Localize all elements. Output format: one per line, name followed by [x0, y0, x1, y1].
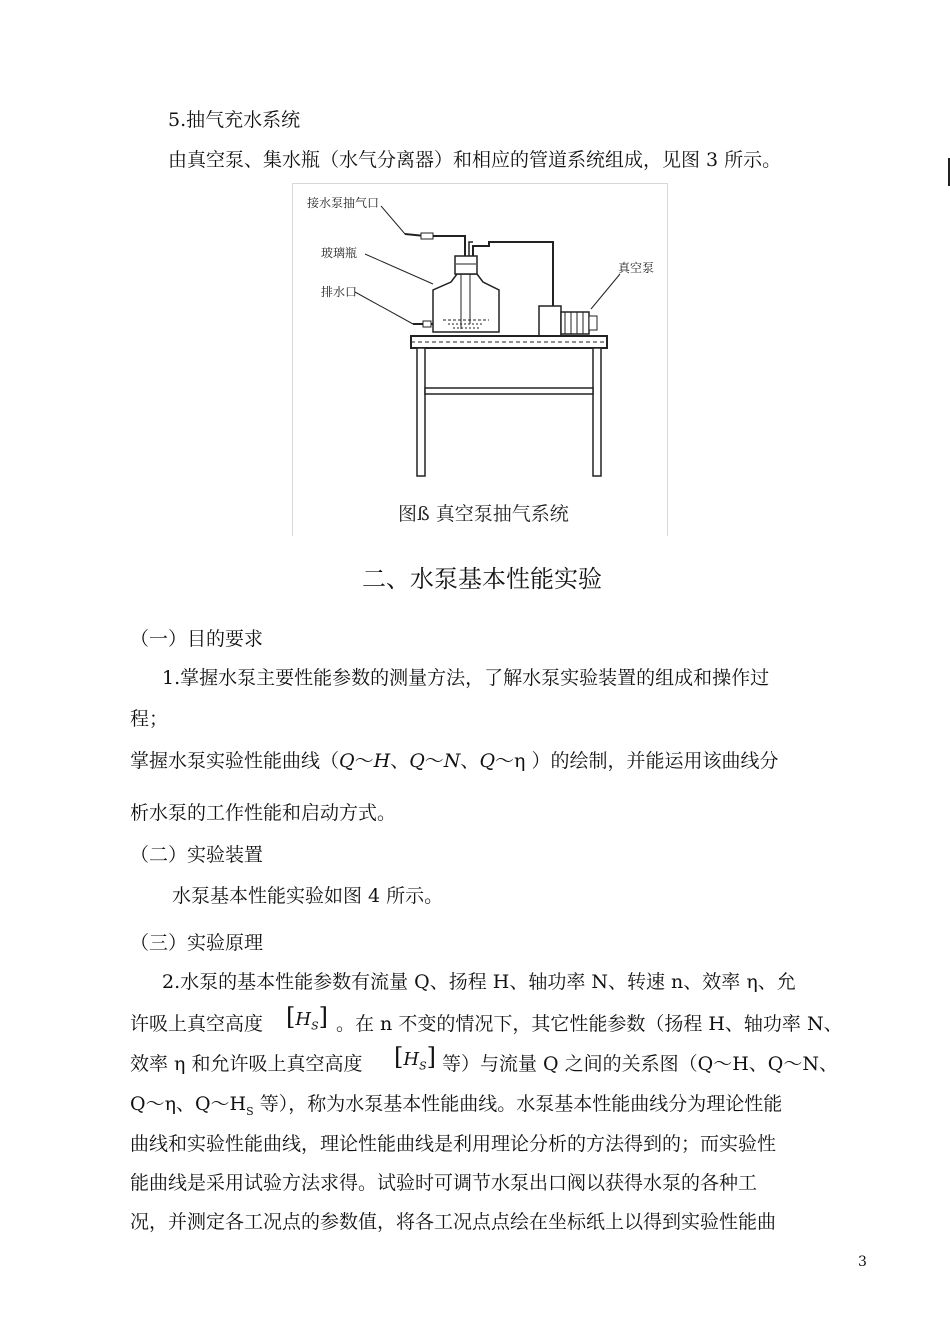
- label-drain: 排水口: [321, 285, 358, 299]
- pump-body: [539, 306, 561, 336]
- hs-letter: H: [295, 1009, 312, 1030]
- text-segment: Q～η、Q～H: [130, 1093, 247, 1115]
- page-number: 3: [858, 1254, 867, 1270]
- principle-line-6: 能曲线是采用试验方法求得。试验时可调节水泵出口阀以获得水泵的各种工: [130, 1172, 758, 1194]
- text-segment: 、: [390, 750, 410, 772]
- figure-vacuum-system: [292, 183, 668, 536]
- text-segment: ～η ）的绘制，并能运用该曲线分: [495, 750, 779, 772]
- subsection-2-title: （二）实验装置: [130, 844, 264, 866]
- subscript-s: S: [246, 1104, 254, 1118]
- principle-line-3a: 效率 η 和允许吸上真空高度: [130, 1053, 363, 1075]
- leader-drain: [355, 292, 413, 324]
- purpose-item-1-line-1: 1.掌握水泵主要性能参数的测量方法，了解水泵实验装置的组成和操作过: [162, 667, 770, 689]
- principle-line-4: [130, 1092, 782, 1124]
- hs-formula-2: [394, 1043, 436, 1078]
- text-segment: 等），称为水泵基本性能曲线。水泵基本性能曲线分为理论性能: [253, 1093, 783, 1115]
- subsection-1-title: （一）目的要求: [130, 628, 264, 650]
- bracket-left: [: [394, 1043, 404, 1071]
- principle-line-1: 2.水泵的基本性能参数有流量 Q、扬程 H、轴功率 N、转速 n、效率 η、允: [162, 971, 796, 993]
- section-5-description: 由真空泵、集水瓶（水气分离器）和相应的管道系统组成，见图 3 所示。: [168, 149, 782, 171]
- principle-line-2b: 。在 n 不变的情况下，其它性能参数（扬程 H、轴功率 N、: [336, 1013, 843, 1035]
- hs-subscript: S: [419, 1059, 427, 1073]
- text-segment: 、: [460, 750, 480, 772]
- symbol-n: N: [443, 750, 461, 772]
- purpose-item-1-line-2: 程；: [130, 708, 169, 730]
- label-glass-bottle: 玻璃瓶: [321, 246, 358, 260]
- table-leg-left: [417, 348, 425, 476]
- bracket-right: ]: [318, 1003, 328, 1031]
- apparatus-text: 水泵基本性能实验如图 4 所示。: [172, 885, 444, 907]
- text-segment: ～: [354, 750, 374, 772]
- symbol-q: Q: [409, 750, 425, 772]
- section-heading: 二、水泵基本性能实验: [362, 565, 602, 593]
- leader-pump-port: [381, 206, 428, 236]
- table-leg-right: [593, 348, 601, 476]
- subsection-3-title: （三）实验原理: [130, 932, 264, 954]
- label-pump-port: 接水泵抽气口: [307, 196, 380, 210]
- principle-line-5: 曲线和实验性能曲线，理论性能曲线是利用理论分析的方法得到的；而实验性: [130, 1133, 777, 1155]
- bottle-stopper: [455, 256, 477, 274]
- principle-line-3b: 等）与流量 Q 之间的关系图（Q～H、Q～N、: [442, 1053, 839, 1075]
- label-vacuum-pump: 真空泵: [618, 261, 655, 275]
- tube-connector: [421, 233, 433, 239]
- hs-formula: [286, 1003, 328, 1038]
- section-5-title: 5.抽气充水系统: [168, 109, 301, 131]
- motor-cap: [589, 316, 597, 330]
- text-segment: 掌握水泵实验性能曲线（: [130, 750, 340, 772]
- purpose-item-2-line-2: 析水泵的工作性能和启动方式。: [130, 802, 397, 824]
- drain-valve: [423, 321, 431, 327]
- vacuum-system-diagram: [293, 184, 667, 536]
- bracket-right: ]: [426, 1043, 436, 1071]
- purpose-item-2-line-1: [130, 749, 778, 773]
- principle-line-7: 况，并测定各工况点的参数值，将各工况点点绘在坐标纸上以得到实验性能曲: [130, 1211, 777, 1233]
- glass-bottle: [433, 274, 499, 332]
- leader-glass-bottle: [365, 254, 433, 284]
- text-segment: ～: [424, 750, 444, 772]
- table-crossbar: [425, 388, 593, 394]
- symbol-q: Q: [479, 750, 496, 772]
- figure-caption: 图ß 真空泵抽气系统: [398, 503, 569, 525]
- symbol-h: H: [373, 750, 391, 772]
- bracket-left: [: [286, 1003, 296, 1031]
- hs-letter: H: [403, 1049, 420, 1070]
- leader-vacuum-pump: [591, 274, 620, 309]
- hs-subscript: S: [311, 1019, 319, 1033]
- principle-line-2a: 许吸上真空高度: [130, 1013, 264, 1035]
- symbol-q: Q: [339, 750, 355, 772]
